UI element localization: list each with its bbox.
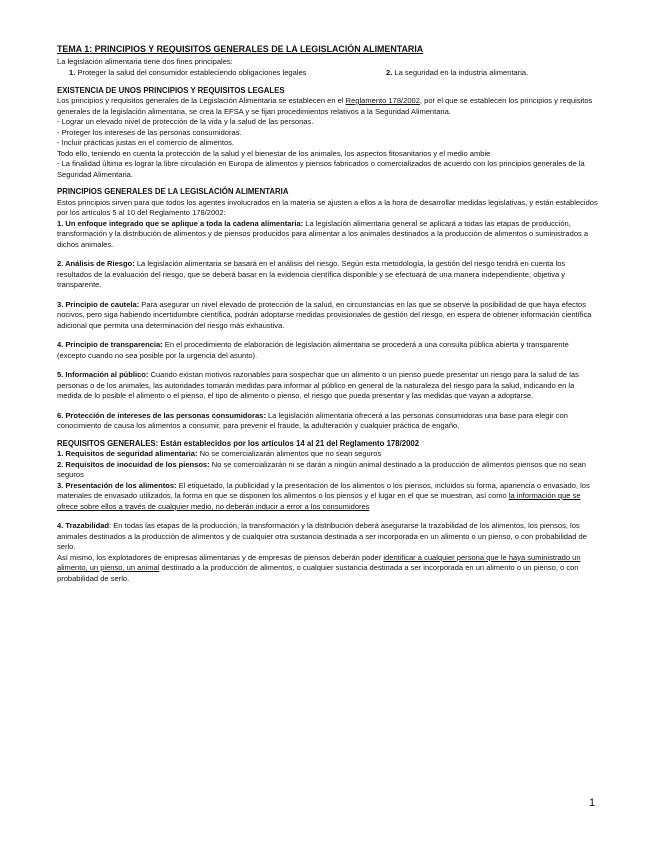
requirement-item: 4. Trazabilidad: En todas las etapas de la producción, la transformación y la distribución deberá asegurarse la trazabilidad de los alimentos, los piensos, los animales destinados a la producción de alimentos y de cualquier otra sustancia destinada a ser incorporada en un alimento o un pienso, o con probabilidad de serlo. xyxy=(57,521,587,551)
paragraph: Estos principios sirven para que todos los agentes involucrados en la materia se ajusten a ellos a la hora de desarrollar medidas legislativas, y están establecidos por los artículos 5 al 10 del Reglamento 178/2002: xyxy=(57,197,598,217)
paragraph: Los principios y requisitos generales de la Legislación Alimentaria se establecen en el Reglamento 178/2002, por el que se establecen los principios y requisitos generales de la legislación alimentaria, se crea la EFSA y se fijan procedimientos relativos a la Seguridad Alimentaria. xyxy=(57,96,593,116)
principle-item: 3. Principio de cautela: Para asegurar un nivel elevado de protección de la salud, en circunstancias en las que se observe la posibilidad de que haya efectos nocivos, pero siga habiendo incertidumbre científica, podrán adoptarse medidas provisionales de gestión del riesgo, en espera de obtener información científica adicional que permita una determinación del riesgo más exhaustiva. xyxy=(57,299,592,330)
principle-item: 2. Análisis de Riesgo: La legislación alimentaria se basará en el análisis del riesgo. Según esta metodología, la gestión del riesgo tendrá en cuenta los resultados de la evaluación del riesgo, que se deberá basar en la evidencia científica disponible y se efectuará de una manera independiente, objetiva y transparente. xyxy=(57,259,566,289)
paragraph: - La finalidad última es lograr la libre circulación en Europa de alimentos y piensos fabricados o comercializados de acuerdo con los principios generales de la Seguridad Alimentaria. xyxy=(57,159,585,179)
aim-1: 1. Proteger la salud del consumidor estableciendo obligaciones legales xyxy=(69,67,307,77)
principle-item: 1. Un enfoque integrado que se aplique a toda la cadena alimentaria: La legislación alimentaria general se aplicará a todas las etapas de producción, transformación y la distribución de alimentos y de piensos producidos para alimentar a los animales destinados a la producción de alimentos o suministrados a dichos animales. xyxy=(57,218,589,249)
page-number: 1 xyxy=(589,797,596,809)
paragraph: Todo ello, teniendo en cuenta la protección de la salud y el bienestar de los animales, los aspectos fitosanitarios y el medio ambie xyxy=(57,148,491,158)
requirement-item: 1. Requisitos de seguridad alimentaria: No se comercializarán alimentos que no sean seguros xyxy=(57,449,382,458)
document-title: TEMA 1: PRINCIPIOS Y REQUISITOS GENERALES DE LA LEGISLACIÓN ALIMENTARIA xyxy=(57,44,424,54)
principle-item: 6. Protección de intereses de las personas consumidoras: La legislación alimentaria ofrecerá a las personas consumidoras una base para elegir con conocimiento de causa los alimentos a consumir, para prevenir el fraude, la adulteración y cualquier práctica de engaño. xyxy=(57,410,568,430)
bullet-item: - Proteger los intereses de las personas consumidoras. xyxy=(57,127,242,137)
paragraph: Así mismo, los explotadores de empresas alimentarias y de empresas de piensos deberán poder identificar a cualquier persona que le haya suministrado un alimento, un pienso, un animal destinado a la producción de alimentos, o cualquier sustancia destinada a ser incorporada en un alimento o un pienso, o con probabilidad de serlo. xyxy=(57,552,581,583)
bullet-item: - Lograr un elevado nivel de protección de la vida y la salud de las personas. xyxy=(57,117,314,126)
document-page xyxy=(57,44,599,584)
section-heading-requisitos-generales: REQUISITOS GENERALES: Están establecidos por los artículos 14 al 21 del Reglamento 178/2002 xyxy=(57,438,420,448)
requirement-item: 2. Requisitos de inocuidad de los piensos: No se comercializarán ni se darán a ningún animal destinado a la producción de alimentos piensos que no sean seguros xyxy=(57,459,586,479)
intro-text: La legislación alimentaria tiene dos fines principales: xyxy=(57,57,233,66)
aim-2: 2. La seguridad en la industria alimentaria. xyxy=(386,67,529,77)
requirement-item: 3. Presentación de los alimentos: El etiquetado, la publicidad y la presentación de los alimentos o los piensos, incluidos su forma, apariencia o envasado, los materiales de envasado utilizados, la forma en que se disponen los alimentos o los piensos y el lugar en el que se muestran, así como la información que se ofrece sobre ellos a través de cualquier medio, no deberán inducir a error a los consumidores xyxy=(57,480,590,511)
section-heading-principios-requisitos: EXISTENCIA DE UNOS PRINCIPIOS Y REQUISITOS LEGALES xyxy=(57,85,285,95)
bullet-item: - Incluir prácticas justas en el comercio de alimentos. xyxy=(57,138,235,147)
regulation-link[interactable]: Reglamento 178/2002 xyxy=(345,96,420,105)
aims-list xyxy=(57,68,599,79)
principle-item: 4. Principio de transparencia: En el procedimiento de elaboración de legislación alimentaria se procederá a una consulta pública abierta y transparente (excepto cuando no sea posible por la urgencia del asunto). xyxy=(57,340,569,360)
principle-item: 5. Información al público: Cuando existan motivos razonables para sospechar que un alimento o un pienso puede presentar un riesgo para la salud de las personas o de los animales, las autoridades tomarán medidas para informar al público en general de la naturaleza del riesgo para la salud, indicando en la medida de lo posible el alimento o el pienso, el tipo de alimento o pienso, el riesgo que pueda presentar y las medidas que vayan a adoptarse. xyxy=(57,370,579,400)
section-heading-principios-generales: PRINCIPIOS GENERALES DE LA LEGISLACIÓN ALIMENTARIA xyxy=(57,187,289,196)
